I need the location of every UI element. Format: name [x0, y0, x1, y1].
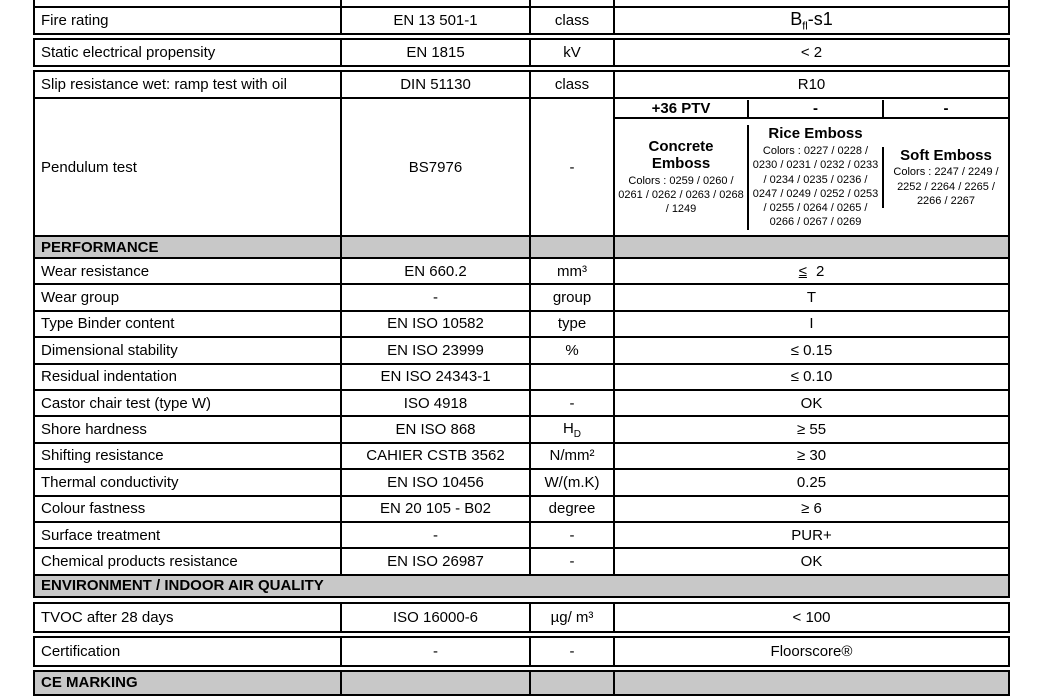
spec-row-residual-indentation: [33, 363, 1010, 391]
property-text: Fire rating: [41, 12, 109, 29]
value-text: ≥ 6: [801, 500, 822, 518]
unit-cell: [529, 72, 613, 97]
standard-text: EN 13 501-1: [393, 12, 478, 29]
unit-cell: [529, 338, 613, 362]
unit-text: N/mm²: [549, 447, 595, 465]
property-cell: [35, 549, 340, 573]
ptv-text: -: [813, 100, 818, 117]
emboss-title: Concrete Emboss: [648, 138, 714, 173]
value-cell: [613, 285, 1008, 309]
property-text: Residual indentation: [41, 368, 177, 386]
unit-text: -: [569, 158, 575, 176]
property-text: Colour fastness: [41, 500, 146, 518]
standard-text: EN 660.2: [404, 262, 467, 280]
standard-cell: [340, 549, 529, 573]
property-cell: [35, 99, 340, 235]
value-cell: [613, 523, 1008, 547]
standard-cell: [340, 391, 529, 415]
unit-cell: [529, 604, 613, 631]
property-text: Thermal conductivity: [41, 473, 179, 491]
unit-text: $H_D$: [562, 419, 582, 440]
standard-cell: [340, 638, 529, 665]
value-text: 0.25: [796, 473, 827, 491]
value-text: OK: [800, 552, 823, 570]
section-title-cell: [35, 237, 340, 257]
ptv-text: -: [943, 100, 949, 117]
property-text: Wear resistance: [41, 262, 150, 280]
spec-table: [33, 0, 1010, 696]
property-cell: [35, 417, 340, 441]
standard-text: -: [433, 642, 438, 660]
property-text: Surface treatment: [41, 526, 161, 544]
value-cell: [613, 365, 1008, 389]
standard-cell: [340, 237, 529, 257]
unit-text: kV: [563, 44, 581, 61]
property-cell: [35, 338, 340, 362]
section-title-cell: [35, 576, 1008, 596]
property-text: Slip resistance wet: ramp test with oil: [41, 76, 287, 93]
unit-text: -: [569, 642, 575, 660]
property-cell: [35, 259, 340, 283]
ptv-cell: [747, 100, 882, 119]
value-text: ≥ 30: [796, 447, 827, 465]
standard-cell: [340, 604, 529, 631]
spec-row-fire-rating: [33, 6, 1010, 35]
property-cell: [35, 444, 340, 468]
standard-cell: [340, 285, 529, 309]
ptv-cell: [615, 100, 747, 119]
standard-text: EN ISO 26987: [387, 552, 484, 570]
emboss-title: Rice Emboss: [768, 125, 863, 143]
value-text: R10: [797, 76, 826, 93]
value-cell: [613, 0, 1008, 6]
value-text: I: [809, 315, 814, 333]
spec-row-tvoc: [33, 602, 1010, 633]
value-cell: [613, 497, 1008, 521]
unit-text: class: [554, 12, 590, 29]
value-cell: [613, 444, 1008, 468]
ptv-cell: [882, 100, 1008, 119]
unit-cell: [529, 365, 613, 389]
unit-text: -: [569, 552, 575, 570]
spec-row-shifting-resistance: [33, 442, 1010, 470]
spec-row-pendulum-test: [33, 97, 1010, 237]
spec-row-castor-chair-test: [33, 389, 1010, 417]
standard-cell: [340, 417, 529, 441]
unit-cell: [529, 391, 613, 415]
value-cell: [613, 638, 1008, 665]
property-cell: [35, 365, 340, 389]
property-cell: [35, 497, 340, 521]
unit-text: group: [552, 289, 592, 307]
standard-cell: [340, 40, 529, 65]
property-text: Wear group: [41, 289, 120, 307]
value-cell: [613, 312, 1008, 336]
standard-cell: [340, 72, 529, 97]
property-cell: [35, 470, 340, 494]
unit-cell: [529, 40, 613, 65]
standard-cell: [340, 259, 529, 283]
spec-row-surface-treatment: [33, 521, 1010, 549]
unit-cell: [529, 0, 613, 6]
spec-row-thermal-conductivity: [33, 468, 1010, 496]
value-text: PUR+: [791, 526, 832, 544]
value-text: < 2: [800, 44, 823, 61]
property-text: Shifting resistance: [41, 447, 164, 465]
standard-cell: [340, 338, 529, 362]
property-text: Shore hardness: [41, 421, 147, 439]
value-cell: [613, 549, 1008, 573]
value-text: Floorscore®: [770, 642, 853, 660]
standard-text: EN ISO 10456: [387, 473, 484, 491]
property-cell: [35, 638, 340, 665]
standard-text: CAHIER CSTB 3562: [366, 447, 505, 465]
unit-cell: [529, 549, 613, 573]
unit-text: mm³: [557, 262, 587, 280]
standard-text: BS7976: [408, 158, 463, 176]
standard-text: -: [433, 526, 438, 544]
value-text: ≤ 0.10: [790, 368, 833, 386]
spec-row-slip-resistance: [33, 70, 1010, 99]
standard-cell: [340, 8, 529, 33]
property-text: Dimensional stability: [41, 341, 178, 359]
emboss-colors: Colors : 0227 / 0228 / 0230 / 0231 / 0232 / 0233 / 0234 / 0235 / 0236 / 0247 / 0249 / 0252 / 0253 / 0255 / 0264 / 0265 / 0266 / 0267 / 0269: [752, 145, 879, 229]
property-cell: [35, 40, 340, 65]
section-header-performance: [33, 235, 1010, 259]
unit-cell: [529, 638, 613, 665]
unit-cell: [529, 312, 613, 336]
value-cell: [613, 72, 1008, 97]
standard-cell: [340, 444, 529, 468]
value-cell: [613, 237, 1008, 257]
unit-cell: [529, 417, 613, 441]
emboss-colors: Colors : 0259 / 0260 / 0261 / 0262 / 0263 / 0268 / 1249: [618, 174, 744, 216]
standard-text: EN 20 105 - B02: [380, 500, 491, 518]
value-cell: [613, 604, 1008, 631]
standard-text: EN ISO 10582: [387, 315, 484, 333]
property-cell: [35, 391, 340, 415]
standard-cell: [340, 312, 529, 336]
spec-row-static-electrical: [33, 38, 1010, 67]
standard-text: EN 1815: [406, 44, 465, 61]
standard-cell: [340, 470, 529, 494]
value-cell: [613, 8, 1008, 33]
spec-row-certification: [33, 636, 1010, 667]
unit-text: class: [554, 76, 590, 93]
value-text: T: [806, 289, 817, 307]
unit-text: -: [569, 526, 575, 544]
spec-row-type-binder-content: [33, 310, 1010, 338]
value-cell: [613, 338, 1008, 362]
ptv-text: +36 PTV: [651, 100, 711, 117]
standard-cell: [340, 365, 529, 389]
unit-text: %: [565, 341, 579, 359]
value-cell: [613, 40, 1008, 65]
property-cell: [35, 523, 340, 547]
standard-text: EN ISO 868: [395, 421, 476, 439]
value-text: $B_{fl}-s1$: [790, 8, 833, 33]
standard-text: EN ISO 23999: [387, 341, 484, 359]
unit-cell: [529, 99, 613, 235]
property-cell: [35, 8, 340, 33]
spec-row-colour-fastness: [33, 495, 1010, 523]
unit-text: type: [557, 315, 587, 333]
property-cell: [35, 312, 340, 336]
property-text: Castor chair test (type W): [41, 394, 212, 412]
section-title: PERFORMANCE: [41, 238, 159, 256]
property-cell: [35, 604, 340, 631]
spec-row-wear-resistance: [33, 257, 1010, 285]
pendulum-subtable: [613, 99, 1008, 235]
standard-text: EN ISO 24343-1: [380, 368, 491, 386]
standard-text: ISO 4918: [403, 394, 468, 412]
unit-cell: [529, 523, 613, 547]
unit-cell: [529, 237, 613, 257]
property-text: Chemical products resistance: [41, 552, 238, 570]
value-cell: [613, 470, 1008, 494]
section-title: CE MARKING: [41, 674, 138, 692]
property-cell: [35, 0, 340, 6]
standard-text: DIN 51130: [400, 76, 471, 93]
standard-cell: [340, 0, 529, 6]
section-header-ce-marking: [33, 670, 1010, 696]
spec-row-shore-hardness: [33, 415, 1010, 443]
value-cell: [613, 417, 1008, 441]
property-text: Pendulum test: [41, 158, 137, 176]
unit-cell: [529, 285, 613, 309]
spec-row-wear-group: [33, 283, 1010, 311]
property-text: Type Binder content: [41, 315, 175, 333]
section-title: ENVIRONMENT / INDOOR AIR QUALITY: [41, 577, 324, 595]
emboss-colors: Colors : 2247 / 2249 / 2252 / 2264 / 2265 / 2266 / 2267: [893, 166, 999, 208]
property-cell: [35, 285, 340, 309]
spec-row-dimensional-stability: [33, 336, 1010, 364]
emboss-title: Soft Emboss: [900, 146, 992, 164]
emboss-cell-concrete: [615, 138, 747, 216]
unit-text: -: [569, 394, 575, 412]
unit-cell: [529, 8, 613, 33]
unit-cell: [529, 497, 613, 521]
standard-cell: [340, 99, 529, 235]
unit-cell: [529, 444, 613, 468]
standard-text: -: [433, 289, 438, 307]
unit-cell: [529, 259, 613, 283]
property-text: Static electrical propensity: [41, 44, 216, 61]
section-header-environment: [33, 574, 1010, 598]
value-text: < 100: [792, 608, 831, 626]
standard-text: ISO 16000-6: [392, 608, 479, 626]
value-text: OK: [800, 394, 823, 412]
emboss-cell-soft: [882, 147, 1008, 209]
value-text: ≤ 0.15: [790, 341, 833, 359]
unit-text: µg/ m³: [550, 608, 594, 626]
property-cell: [35, 72, 340, 97]
value-cell: [613, 259, 1008, 283]
value-text: ≤ 2: [798, 262, 825, 280]
spec-row-chemical-products-resistance: [33, 547, 1010, 575]
unit-cell: [529, 470, 613, 494]
property-text: Certification: [41, 642, 121, 660]
emboss-cell-rice: [747, 125, 882, 230]
value-text: ≥ 55: [796, 421, 827, 439]
property-text: TVOC after 28 days: [41, 608, 174, 626]
standard-cell: [340, 497, 529, 521]
unit-text: W/(m.K): [544, 473, 600, 491]
unit-text: degree: [548, 500, 596, 518]
standard-cell: [340, 523, 529, 547]
value-cell: [613, 391, 1008, 415]
